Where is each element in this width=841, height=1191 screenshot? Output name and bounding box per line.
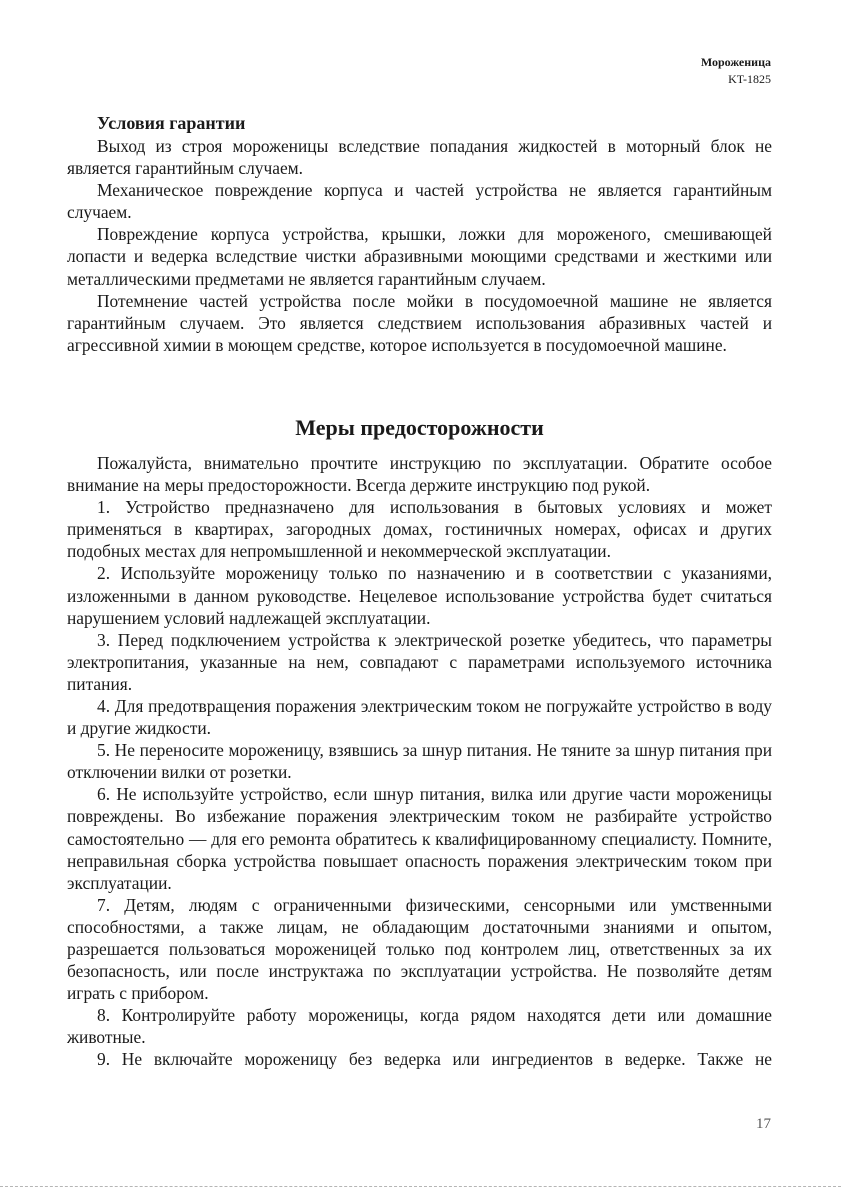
precaution-item-1: 1. Устройство предназначено для использования в бытовых условиях и может применяться в квартирах, загородных домах, гостиничных номерах, офисах и других подобных местах для непромышленной и некоммерческой эксплуатации. <box>67 497 772 562</box>
warranty-paragraph: Потемнение частей устройства после мойки в посудомоечной машине не является гарантийным случаем. Это является следствием использования абразивных частей и агрессивной химии в моющем средстве, которое используется в посудомоечной машине. <box>67 290 772 355</box>
precaution-item-3: 3. Перед подключением устройства к электрической розетке убедитесь, что параметры электропитания, указанные на нем, совпадают с параметрами используемого источника питания. <box>67 629 772 694</box>
warranty-paragraph: Выход из строя мороженицы вследствие попадания жидкостей в моторный блок не является гарантийным случаем. <box>67 136 772 179</box>
page-number: 17 <box>756 1116 771 1132</box>
precaution-item-7: 7. Детям, людям с ограниченными физическими, сенсорными или умственными способностями, а также лицам, не обладающим достаточными знаниями и опытом, разрешается пользоваться мороженицей только под контролем лиц, ответственных за их безопасность, или после инструктажа по эксплуатации устройства. Не позволяйте детям играть с прибором. <box>67 894 772 1004</box>
precaution-item-9: 9. Не включайте мороженицу без ведерка или ингредиентов в ведерке. Также не <box>97 1049 772 1070</box>
precaution-item-2: 2. Используйте мороженицу только по назначению и в соответствии с указаниями, изложенными в данном руководстве. Нецелевое использование устройства будет считаться нарушением условий надлежащей эксплуатации. <box>67 563 772 628</box>
warranty-paragraph: Повреждение корпуса устройства, крышки, ложки для мороженого, смешивающей лопасти и ведерка вследствие чистки абразивными моющими средствами и жесткими или металлическими предметами не является гарантийным случаем. <box>67 224 772 289</box>
running-header <box>701 54 771 88</box>
warranty-section-title: Условия гарантии <box>97 113 246 133</box>
header-model-number: KT-1825 <box>728 72 771 86</box>
page-bottom-edge <box>0 1186 841 1187</box>
page-content <box>67 112 772 1071</box>
precautions-heading: Меры предосторожности <box>295 414 544 440</box>
precaution-item-4: 4. Для предотвращения поражения электрическим током не погружайте устройство в воду и другие жидкости. <box>67 695 772 739</box>
precautions-intro-paragraph: Пожалуйста, внимательно прочтите инструкцию по эксплуатации. Обратите особое внимание на меры предосторожности. Всегда держите инструкцию под рукой. <box>67 452 772 496</box>
header-product-name: Мороженица <box>700 55 771 69</box>
precaution-item-6: 6. Не используйте устройство, если шнур питания, вилка или другие части мороженицы повреждены. Во избежание поражения электрическим током не разбирайте устройство самостоятельно — для его ремонта обратитесь к квалифицированному специалисту. Помните, неправильная сборка устройства повышает опасность поражения электрическим током при эксплуатации. <box>67 784 772 893</box>
warranty-paragraph: Механическое повреждение корпуса и частей устройства не является гарантийным случаем. <box>67 180 772 223</box>
precaution-item-8: 8. Контролируйте работу мороженицы, когда рядом находятся дети или домашние животные. <box>67 1005 772 1048</box>
precaution-item-5: 5. Не переносите мороженицу, взявшись за шнур питания. Не тяните за шнур питания при отключении вилки от розетки. <box>67 740 772 783</box>
